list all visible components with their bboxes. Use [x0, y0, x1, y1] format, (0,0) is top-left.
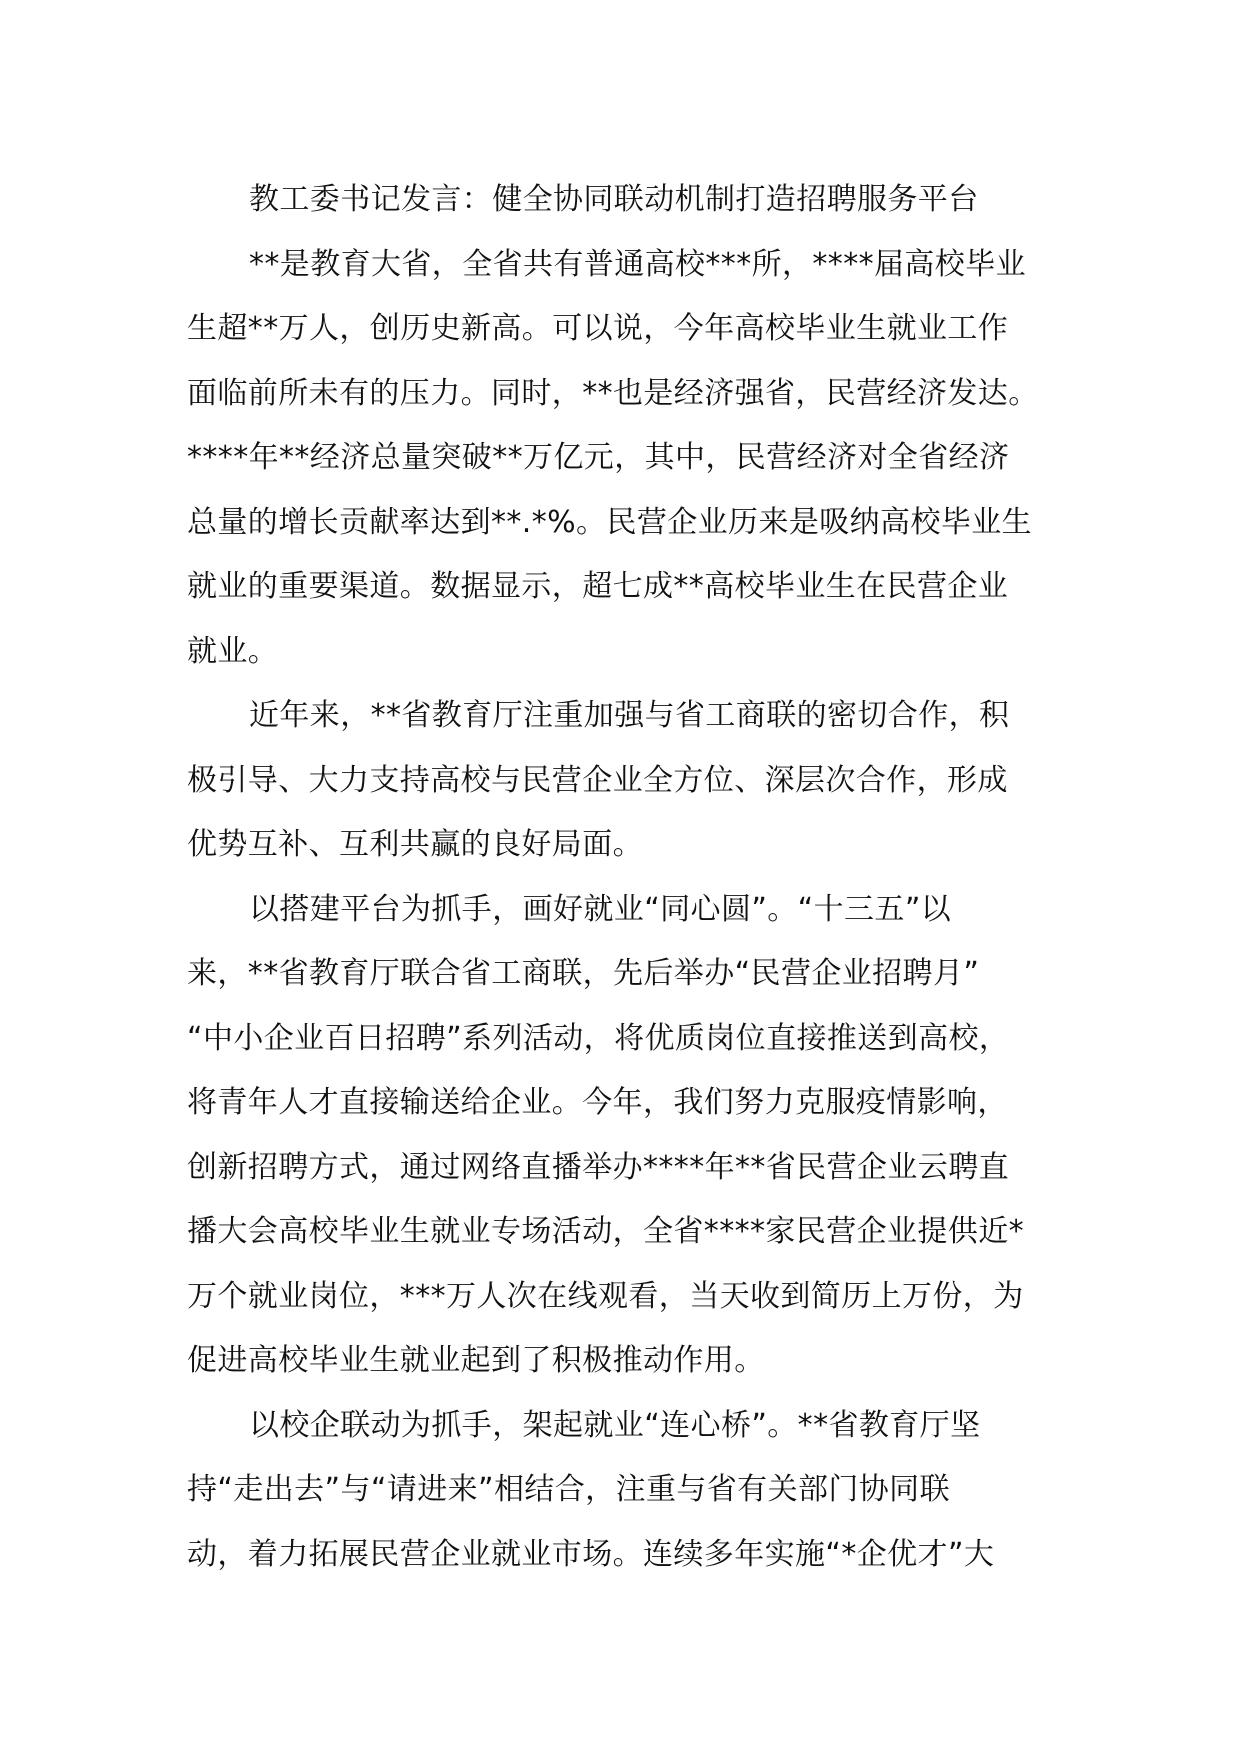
paragraph-2	[187, 684, 1067, 878]
text-line: 优势互补、互利共赢的良好局面。	[187, 827, 643, 862]
text-line: 总量的增长贡献率达到**.*%。民营企业历来是吸纳高校毕业生	[187, 504, 1033, 540]
text-line: “中小企业百日招聘”系列活动，将优质岗位直接推送到高校，	[187, 1020, 1010, 1056]
paragraph-1	[187, 233, 1067, 685]
text-line: 持“走出去”与“请进来”相结合，注重与省有关部门协同联	[187, 1472, 950, 1507]
text-line: 极引导、大力支持高校与民营企业全方位、深层次合作，形成	[187, 762, 1008, 798]
document-body	[187, 168, 1067, 1587]
text-line: 就业。	[187, 633, 279, 669]
text-line: 动，着力拓展民营企业就业市场。连续多年实施“*企优才”大	[187, 1536, 995, 1572]
text-line: 以搭建平台为抓手，画好就业“同心圆”。“十三五”以	[249, 891, 952, 927]
text-line: **是教育大省，全省共有普通高校***所，****届高校毕业	[249, 246, 1026, 282]
text-line: 来，**省教育厅联合省工商联，先后举办“民营企业招聘月”	[187, 956, 980, 991]
text-line: ****年**经济总量突破**万亿元，其中，民营经济对全省经济	[187, 440, 1010, 475]
text-line: 创新招聘方式，通过网络直播举办****年**省民营企业云聘直	[187, 1149, 1009, 1185]
text-line: 近年来，**省教育厅注重加强与省工商联的密切合作，积	[249, 698, 1010, 733]
text-line: 生超**万人，创历史新高。可以说，今年高校毕业生就业工作	[187, 311, 1009, 346]
text-line: 万个就业岗位，***万人次在线观看，当天收到简历上万份，为	[187, 1278, 1024, 1314]
paragraph-4	[187, 1394, 1067, 1588]
paragraph-3	[187, 878, 1067, 1394]
text-line: 将青年人才直接输送给企业。今年，我们努力克服疫情影响，	[187, 1085, 1008, 1120]
text-line: 播大会高校毕业生就业专场活动，全省****家民营企业提供近*	[187, 1214, 1024, 1249]
text-line: 就业的重要渠道。数据显示，超七成**高校毕业生在民营企业	[187, 569, 1009, 604]
text-line: 面临前所未有的压力。同时，**也是经济强省，民营经济发达。	[187, 375, 1039, 411]
document-title: 教工委书记发言：健全协同联动机制打造招聘服务平台	[249, 182, 979, 217]
text-line: 以校企联动为抓手，架起就业“连心桥”。**省教育厅坚	[249, 1407, 981, 1443]
text-line: 促进高校毕业生就业起到了积极推动作用。	[187, 1343, 765, 1378]
